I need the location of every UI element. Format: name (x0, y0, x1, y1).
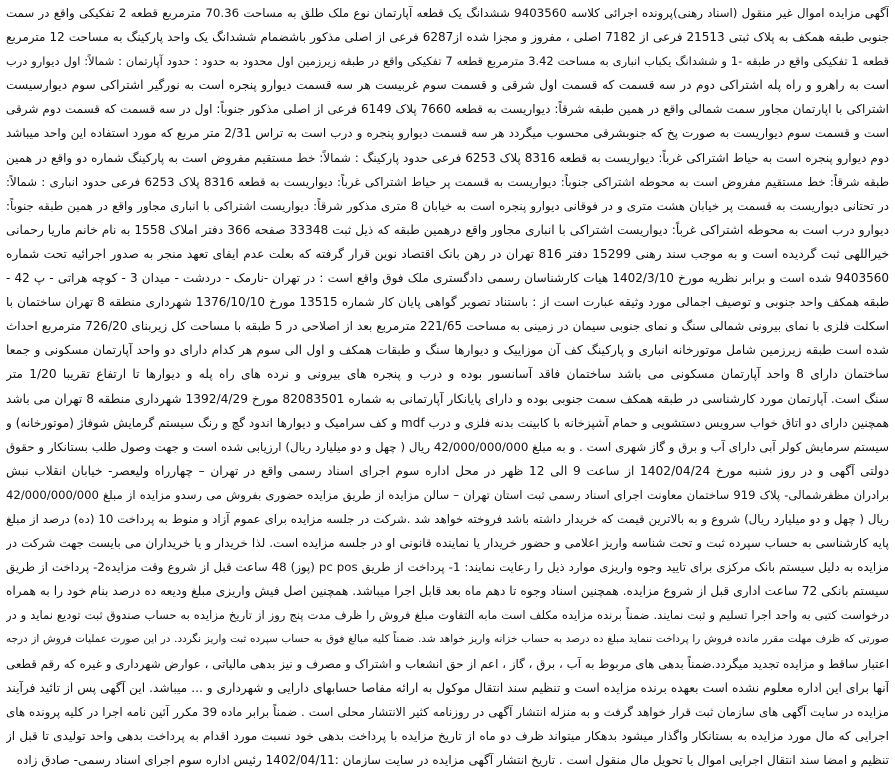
notice-line: اعتبار ساقط و مزایده تجدید میگردد.ضمناً بدهی های مربوط به آب ، برق ، گاز ، اعم از حق انشعاب و اشتراک و مصرف و نیز بدهی مالیاتی ، عوارض شهرداری و غیره که رقم قطعی (6, 656, 889, 671)
notice-line: است به راهرو و راه پله اشتراکی دوم در سه قسمت که قسمت اول شرقی و قسمت سوم غربیست هر سه قسمت دیوارو پنجره است به نورگیر اشتراکی سوم دیوارسیست (6, 78, 889, 93)
notice-line: اجرایی که مال مورد مزایده به بستانکار واگذار میشود بدهکار میتواند ظرف دو ماه از تاریخ مزایده با پرداخت بدهی خود نسبت مورد اقدام به پرداخت بدهی واحد تولیدی تا قبل از (6, 728, 889, 743)
notice-line: دیوارو درب است به محوطه اشتراکی غرباً: دیواریست اشتراکی با انباری مجاور واقع درهمین طبقه که ذیل ثبت 33348 صفحه 366 دفتر املاک 1558 به نام خانم ماریا رحمانی (6, 222, 889, 237)
notice-line: 9403560 شده است و برابر نظریه مورخ 1402/3/10 هیات کارشناسان رسمی دادگستری ملک فوق واقع است : در تهران -نارمک - دردشت - میدان 3 - کوچه هراتی - پ 42 - (6, 271, 889, 286)
notice-line: در تحتانی دیواریست به قسمت پر خیابان هشت متری و در فوقانی دیوارو پنجره است به خیابان 8 متری مذکور شرقاً: دیواریست اشتراکی با انباری مجاور واقع در همین طبقه جنوباً: (6, 198, 889, 213)
notice-line: جنوبی طبقه همکف به پلاک ثبتی 21513 فرعی از 7182 اصلی ، مفروز و مجزا شده از6287 فرعی از اصلی مذکور باشضمام ششدانگ یک واحد پارکینگ به مساحت 12 مترمربع (6, 30, 889, 45)
notice-line: طبقه همکف واحد جنوبی و توصیف اجمالی مورد وثیقه عبارت است از : باستناد تصویر گواهی پایان کار شماره 13515 مورخ 1376/10/10 شهرداری منطقه 8 تهران ساختمان با (6, 295, 889, 310)
notice-line: ساختمان دارای 8 واحد آپارتمان مسکونی می باشد ساختمان فاقد آسانسور بوده و درب و پنجره های بیرونی و نرده های راه پله و دیوارها تا ارتفاع تقریبا 1/20 متر (6, 367, 889, 382)
notice-line: مزایده به دلیل سیستم بانک مرکزی برای تایید وجوه واریزی موارد ذیل را رعایت نمایند: 1- پرداخت از طریق pc pos (پوز) 48 ساعت قبل از شروع وقت مزایده2- پرداخت از طریق (6, 560, 889, 575)
notice-line: دوم دیوارو پنجره است به حیاط اشتراکی غرباً: دیواریست به قطعه 8316 پلاک 6253 فرعی حدود پارکینگ : شمالاً: خط مستقیم مفروض است به پارکینگ شماره دو واقع در همین (6, 150, 889, 165)
notice-line: طبقه شرقاً: خط مستقیم مفروض است به محوطه اشتراکی جنوباً: دیواریست به قسمت پر حیاط اشتراکی غرباً: دیواریست به قطعه 8316 پلاک 6253 فرعی حدود انباری : شمالاً: (6, 174, 889, 189)
notice-line: برادران مظفرشمالی- پلاک 919 ساختمان معاونت اجرای اسناد رسمی ثبت استان تهران – سالن مزایده از طریق مزایده حضوری بفروش می رسدو مزایده از مبلغ 42/000/000/000 (6, 487, 889, 502)
notice-line: سیستم سرمایش کولر آبی دارای آب و برق و گاز شهری است . و به مبلغ 42/000/000/000 ریال ( چهل و دو میلیارد ریال) ارزیابی شده است و جهت وصول طلب بستانکار و حقوق (6, 439, 889, 454)
notice-line: اسکلت فلزی با نمای بیرونی شمالی سنگ و نمای جنوبی سیمان در زمینی به مساحت 221/65 مترمربع بعد از اصلاحی در 5 طبقه با مساحت کل زیربنای 726/20 مترمربع احداث (6, 319, 889, 334)
notice-line: دولتی آگهی و در روز شنبه مورخ 1402/04/24 از ساعت 9 الی 12 ظهر در محل اداره سوم اجرای اسناد رسمی واقع در تهران – چهارراه ولیعصر- خیابان انقلاب نبش (6, 463, 889, 478)
notice-line: ریال ( چهل و دو میلیارد ریال) شروع و به بالاترین قیمت که خریدار داشته باشد فروخته خواهد شد .شرکت در جلسه مزایده برای عموم آزاد و منوط به پرداخت 10 (ده) درصد از مبلغ (6, 511, 889, 526)
notice-line: همچنین دارای دو اتاق خواب سرویس دستشویی و حمام آشپزخانه با کابینت بدنه فلزی و درب mdf و کف سرامیک و دیوارها اندود گچ و رنگ سیستم گرمایش شوفاژ (موتورخانه) و (6, 415, 889, 430)
notice-line: درخواست کتبی به واحد اجرا تسلیم و ثبت نمایند. ضمناً برنده مزایده مکلف است مابه التفاوت مبلغ فروش را ظرف مدت پنج روز از تاریخ مزایده به حساب صندوق ثبت تودیع نماید و در (6, 608, 889, 623)
notice-line: آگهی مزایده اموال غیر منقول (اسناد رهنی)پرونده اجرائی کلاسه 9403560 ششدانگ یک قطعه آپارتمان نوع ملک طلق به مساحت 70.36 مترمربع قطعه 2 تفکیکی واقع در سمت (6, 6, 889, 20)
notice-line: خیراللهی ثبت گردیده است و به موجب سند رهنی 15299 دفتر 816 تهران در رهن بانک اقتصاد نوین قرار گرفته که بعلت عدم ایفای تعهد منجر به صدور اجرائیه تحت شماره (6, 246, 889, 261)
notice-line: پایه کارشناسی به حساب سپرده ثبت و تحت شناسه واریز اعلامی و حضور خریدار یا نماینده قانونی او در جلسه مزایده است. لذا خریدار و یا خریداران می بایست جهت شرکت در (6, 536, 889, 551)
notice-line: مزایده در سایت آگهی های سازمان ثبت قرار خواهد گرفت و به منزله انتشار آگهی در روزنامه کثیر الانتشار محلی است . ضمناً برابر ماده 39 مکرر آئین نامه اجرا در کلیه پرونده های (6, 704, 889, 719)
notice-line: شده است طبقه زیرزمین شامل موتورخانه انباری و پارکینگ کف آن موزاییک و دیوارها سنگ و طبقات همکف و اول الی سوم هر کدام دارای دو واحد آپارتمان مسکونی و جمعا (6, 343, 889, 358)
notice-line: قطعه 1 تفکیکی واقع در طبقه -1 و ششدانگ یکباب انباری به مساحت 3.42 مترمربع قطعه 7 تفکیکی واقع در طبقه زیرزمین اول محدود به حدود : حدود آپارتمان : شمالاً: اول دیوارو درب (6, 54, 889, 69)
notice-line: صورتی که ظرف مهلت مقرر مانده فروش را پرداخت ننماید مبلغ ده درصد به حساب خزانه واریز خواهد شد. ضمناً کلیه مبالغ فوق به حساب سپرده ثبت واریز نگردد. در این صورت عملیات فروش از درجه (6, 633, 889, 646)
notice-line: اشتراکی با اپارتمان مجاور سمت شمالی واقع در همین طبقه شرقاً: دیواریست به قطعه 7660 پلاک 6149 فرعی از اصلی مذکور جنوباً: اول در سه قسمت که قسمت دوم شرقی (6, 102, 889, 117)
notice-line: تنظیم و امضا سند انتقال اجرایی اموال یا تحویل مال منقول است . تاریخ انتشار آگهی مزایده در سایت سازمان :1402/04/11 رئیس اداره سوم اجرای اسناد رسمی- صادق زاده (16, 752, 889, 767)
notice-line: آنها برای این اداره معلوم نشده است بعهده برنده مزایده است و تنظیم سند انتقال موکول به ارائه مفاصا حسابهای دارایی و شهرداری و ... میباشد. این آگهی پس از تائید فرآیند (6, 680, 889, 695)
notice-line: است و قسمت سوم دیواریست به صورت پخ که جنوبشرقی محسوب میگردد هر سه قسمت دیوارو پنجره و درب است به تراس 2/31 متر مربع که مورد استفاده این واحد میباشد (6, 126, 889, 141)
notice-line: سنگ است. آپارتمان مورد کارشناسی در طبقه همکف سمت جنوبی بوده و دارای پایانکار آپارتمانی به شماره 82083501 مورخ 1392/4/29 شهرداری منطقه 8 تهران می باشد (6, 391, 889, 406)
notice-line: سیستم بانکی 72 ساعت اداری قبل از شروع مزایده. همچنین اسناد وجوه تا دهم ماه بعد قابل اجرا میباشد. همچنین اصل فیش واریزی مبلغ ودیعه ده درصد بنام خود را به همراه (6, 584, 889, 599)
